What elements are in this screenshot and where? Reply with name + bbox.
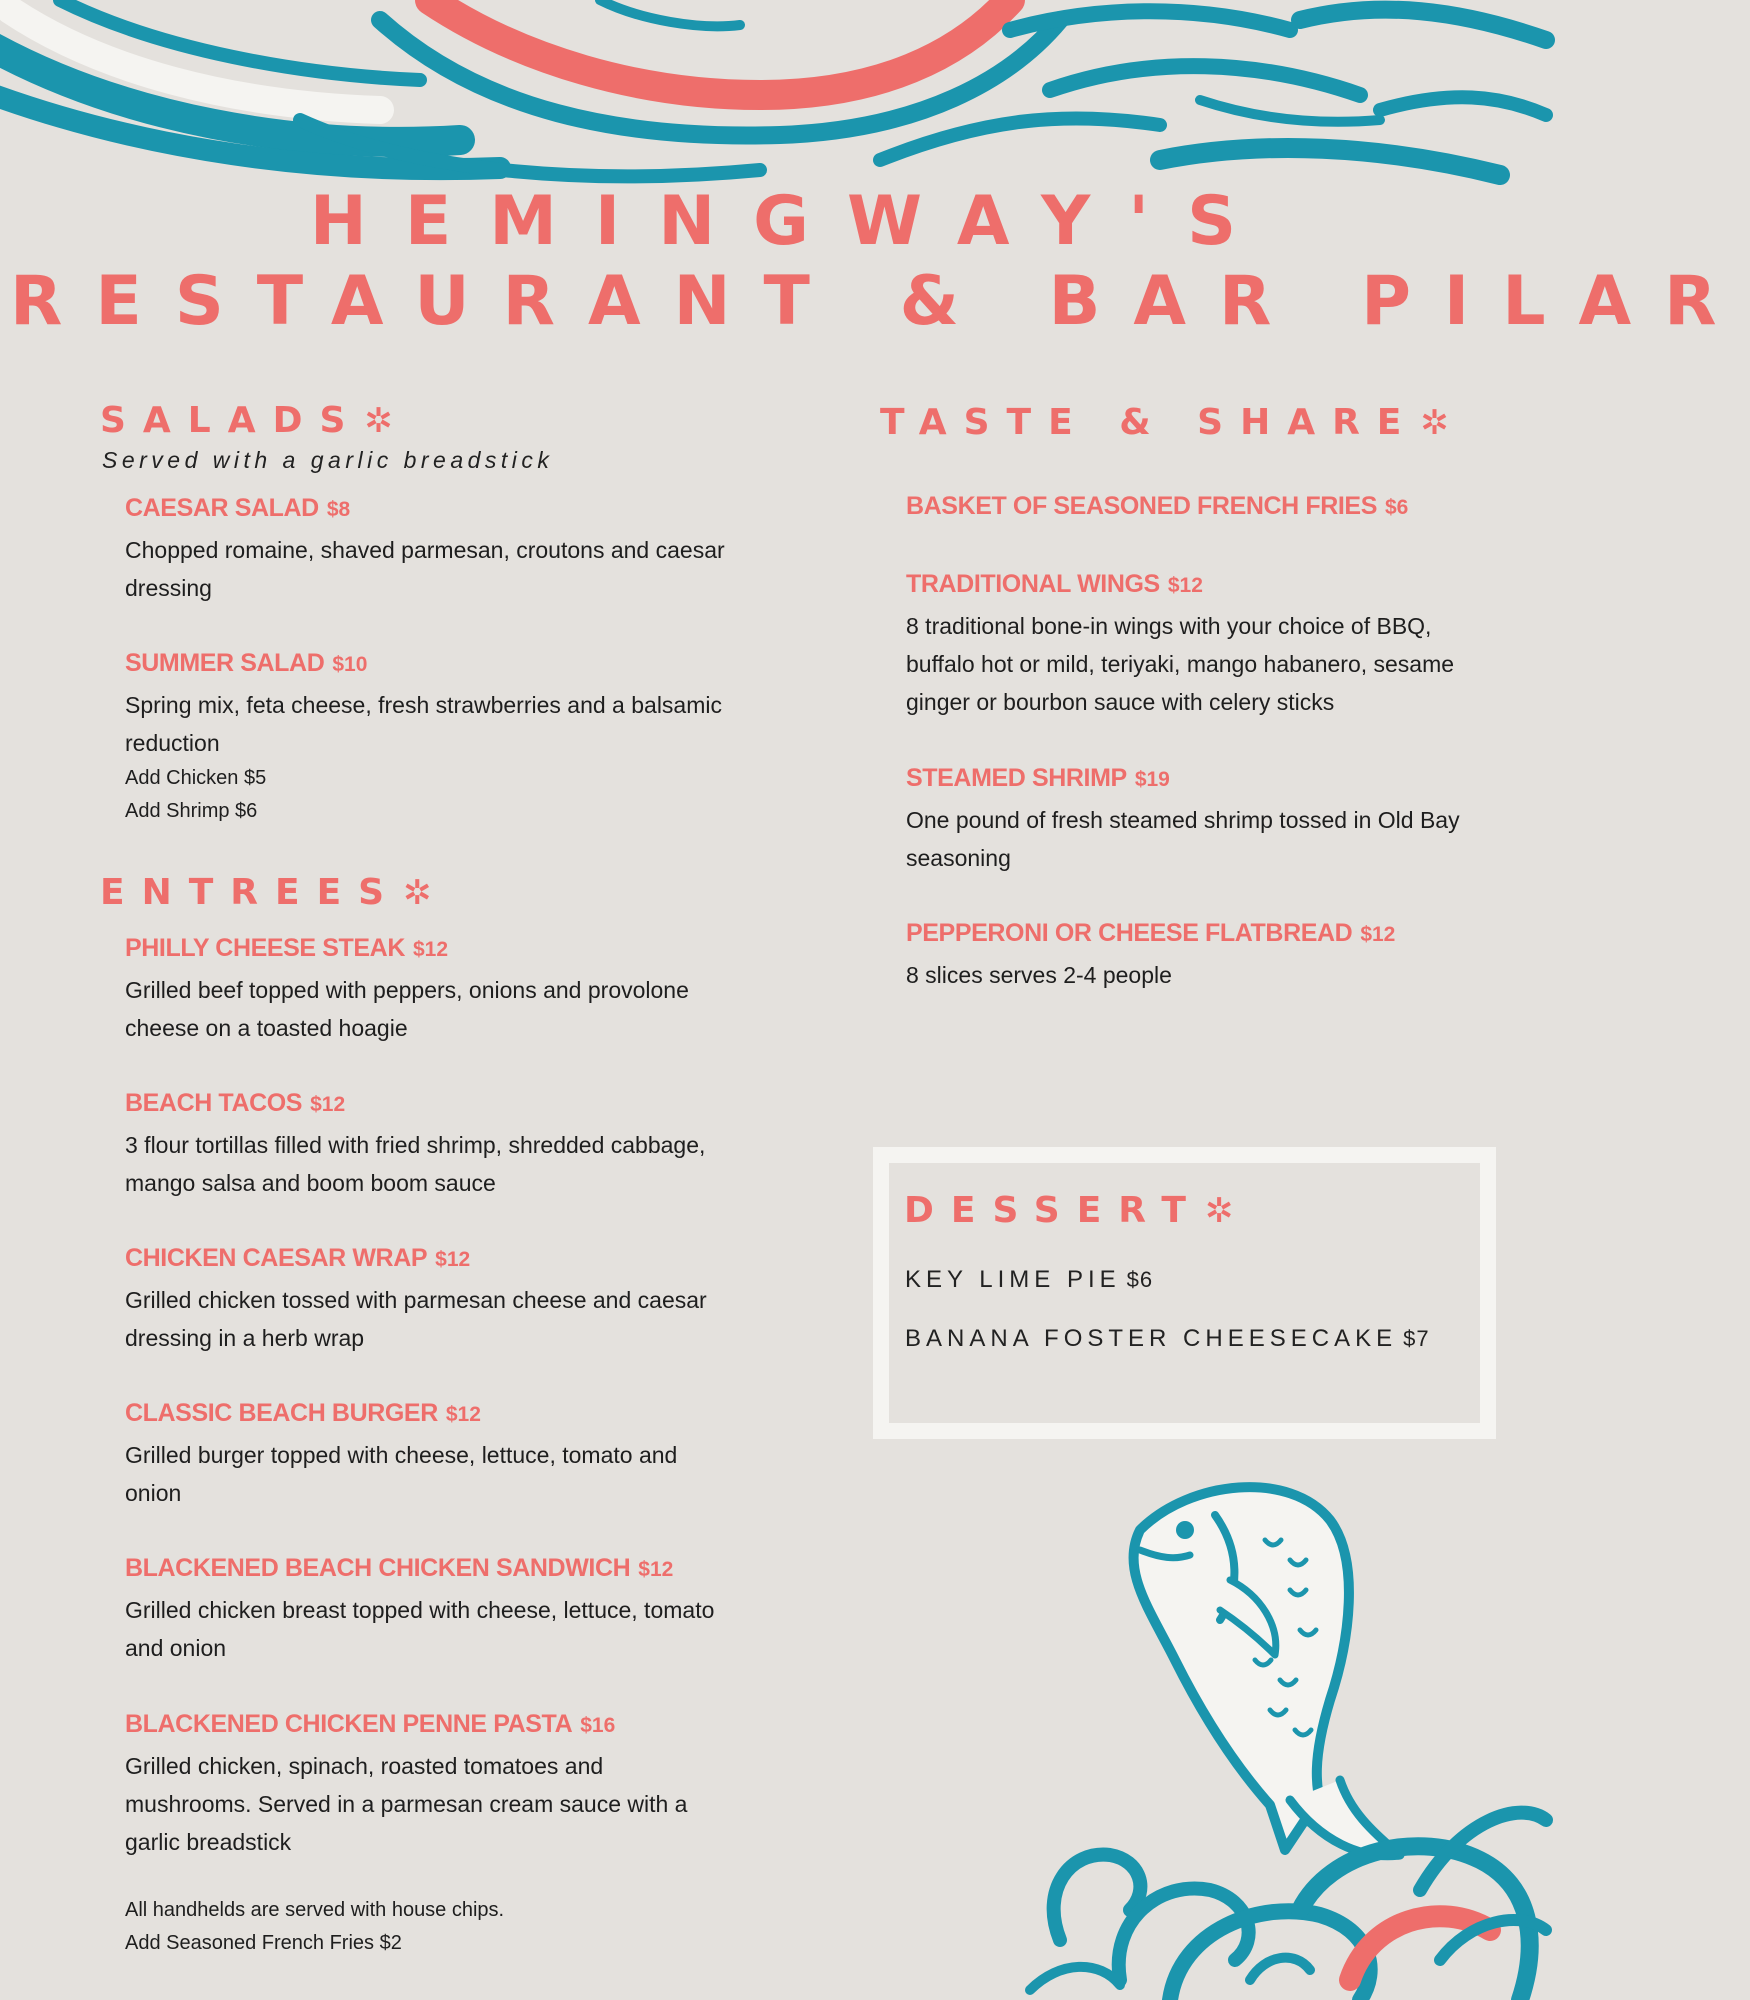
item-price: $12 <box>638 1558 674 1581</box>
item-description: One pound of fresh steamed shrimp tossed in Old Bay seasoning <box>906 807 1460 871</box>
asterisk-sparkle-icon: ✲ <box>403 873 432 913</box>
item-description: Grilled chicken, spinach, roasted tomatoes and mushrooms. Served in a parmesan cream sauce with a garlic breadstick <box>125 1753 688 1855</box>
asterisk-sparkle-icon: ✲ <box>1204 1191 1234 1231</box>
dessert-name: BANANA FOSTER CHEESECAKE <box>905 1325 1398 1352</box>
taste-share-heading <box>880 402 1449 443</box>
fries-addon-note: Add Seasoned French Fries $2 <box>125 1932 402 1954</box>
item-description: 8 traditional bone-in wings with your choice of BBQ, buffalo hot or mild, teriyaki, mango habanero, sesame ginger or bourbon sauce with celery sticks <box>906 613 1455 715</box>
item-addon: Add Chicken $5 <box>125 767 267 789</box>
menu-item <box>125 649 725 828</box>
asterisk-sparkle-icon: ✲ <box>364 401 393 441</box>
item-name: CHICKEN CAESAR WRAP <box>125 1244 428 1272</box>
leaping-fish-illustration <box>1000 1460 1546 2000</box>
menu-item <box>125 1244 725 1357</box>
item-price: $12 <box>445 1403 481 1426</box>
taste-share-heading-text: TASTE & SHARE <box>880 402 1419 443</box>
salads-heading-text: SALADS <box>100 400 363 441</box>
item-name: STEAMED SHRIMP <box>906 764 1127 792</box>
item-price: $10 <box>332 653 368 676</box>
dessert-heading-text: DESSERT <box>904 1190 1203 1231</box>
item-name: CAESAR SALAD <box>125 494 319 522</box>
menu-item <box>906 764 1506 877</box>
item-name: BLACKENED BEACH CHICKEN SANDWICH <box>125 1554 631 1582</box>
item-description: Grilled burger topped with cheese, lettuce, tomato and onion <box>125 1442 678 1506</box>
item-name: BASKET OF SEASONED FRENCH FRIES <box>906 492 1377 520</box>
item-description: Spring mix, feta cheese, fresh strawberries and a balsamic reduction <box>125 692 722 756</box>
menu-item <box>125 1710 735 1861</box>
salads-subtitle: Served with a garlic breadstick <box>102 447 554 473</box>
item-price: $12 <box>412 938 449 961</box>
menu-item <box>906 570 1506 721</box>
item-description: Grilled chicken tossed with parmesan cheese and caesar dressing in a herb wrap <box>125 1287 707 1351</box>
restaurant-name-line2: RESTAURANT & BAR PILAR <box>10 262 1750 341</box>
entrees-heading-text: ENTREES <box>100 872 402 913</box>
item-description: Chopped romaine, shaved parmesan, croutons and caesar dressing <box>125 537 725 601</box>
item-description: 8 slices serves 2-4 people <box>906 962 1172 988</box>
entrees-heading <box>100 872 432 913</box>
dessert-name: KEY LIME PIE <box>905 1266 1121 1293</box>
asterisk-sparkle-icon: ✲ <box>1420 403 1449 443</box>
item-description: Grilled beef topped with peppers, onions and provolone cheese on a toasted hoagie <box>125 977 689 1041</box>
menu-item <box>125 494 725 607</box>
item-description: 3 flour tortillas filled with fried shrimp, shredded cabbage, mango salsa and boom boom sauce <box>125 1132 706 1196</box>
item-addon: Add Shrimp $6 <box>125 800 258 822</box>
item-name: SUMMER SALAD <box>125 649 325 677</box>
item-price: $6 <box>1384 496 1409 519</box>
top-wave-decoration <box>0 0 1546 190</box>
item-name: PHILLY CHEESE STEAK <box>125 934 405 962</box>
item-name: BEACH TACOS <box>125 1089 303 1117</box>
item-price: $12 <box>1360 923 1396 946</box>
menu-item <box>125 1089 725 1202</box>
dessert-item <box>905 1266 1153 1294</box>
menu-item <box>125 1554 725 1667</box>
dessert-item <box>905 1325 1430 1353</box>
item-name: TRADITIONAL WINGS <box>906 570 1160 598</box>
item-price: $16 <box>580 1714 616 1737</box>
item-price: $12 <box>1167 574 1203 597</box>
menu-item <box>125 1399 725 1512</box>
restaurant-name-line1: HEMINGWAY'S <box>309 182 1275 261</box>
item-price: $12 <box>310 1093 346 1116</box>
item-name: PEPPERONI OR CHEESE FLATBREAD <box>906 919 1353 947</box>
dessert-price: $7 <box>1403 1326 1430 1351</box>
menu-item <box>906 492 1506 521</box>
item-price: $8 <box>326 498 351 521</box>
item-price: $12 <box>435 1248 471 1271</box>
dessert-heading <box>904 1190 1233 1231</box>
menu-item <box>906 919 1506 994</box>
item-name: CLASSIC BEACH BURGER <box>125 1399 438 1427</box>
item-price: $19 <box>1134 768 1170 791</box>
salads-heading <box>100 400 393 441</box>
menu-item <box>125 934 725 1047</box>
item-name: BLACKENED CHICKEN PENNE PASTA <box>125 1710 573 1738</box>
dessert-price: $6 <box>1126 1267 1154 1292</box>
item-description: Grilled chicken breast topped with cheese, lettuce, tomato and onion <box>125 1597 715 1661</box>
handhelds-note: All handhelds are served with house chips. <box>125 1899 505 1921</box>
